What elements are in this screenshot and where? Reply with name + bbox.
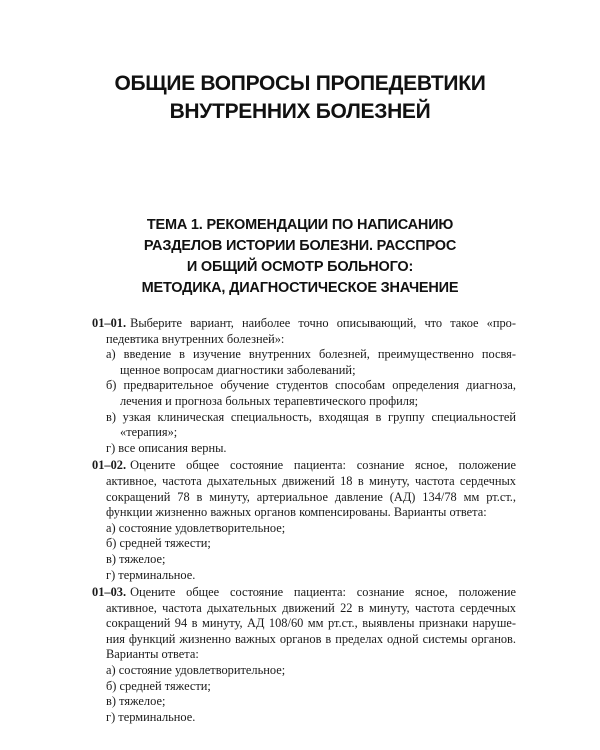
option-text: «терапия»; — [120, 425, 178, 440]
question-number: 01–03. — [92, 585, 127, 600]
option-text: б) средней тяжести; — [106, 536, 211, 551]
topic-title — [90, 215, 510, 299]
question-text: Оцените общее состояние пациента: сознание ясное, положение — [130, 458, 516, 473]
question-text-line — [92, 585, 516, 601]
option-text: г) терминальное. — [106, 709, 196, 724]
option-text: г) терминальное. — [106, 567, 196, 582]
answer-option — [92, 521, 516, 537]
chapter-title-line: ОБЩИЕ ВОПРОСЫ ПРОПЕДЕВТИКИ — [114, 72, 486, 95]
chapter-title — [60, 70, 540, 126]
answer-option — [92, 378, 516, 409]
question-text: Выберите вариант, наиболее точно описывающий, что такое «про- — [130, 316, 516, 330]
option-text: лечения и прогноза больных терапевтического профиля; — [120, 393, 419, 408]
answer-option — [92, 410, 516, 441]
topic-title-line: И ОБЩИЙ ОСМОТР БОЛЬНОГО: — [186, 259, 414, 275]
answer-option — [92, 568, 516, 584]
option-text: щенное вопросам диагностики заболеваний; — [120, 362, 356, 377]
question-text-line: активное, частота дыхательных движений 22 в минуту, частота сердечных — [106, 600, 516, 615]
question-text-line: сокращений 94 в минуту, АД 108/60 мм рт.ст., выявлены признаки наруше- — [106, 616, 516, 631]
question-text-line: Варианты ответа: — [106, 647, 199, 662]
answer-options — [92, 521, 516, 583]
option-text: в) узкая клиническая специальность, входящая в группу специальностей — [106, 409, 516, 424]
answer-option — [92, 552, 516, 568]
question-01-03 — [92, 585, 516, 725]
answer-option — [92, 663, 516, 679]
question-01-02 — [92, 458, 516, 583]
option-text: а) введение в изучение внутренних болезней, преимущественно посвя- — [106, 347, 516, 362]
question-number: 01–02. — [92, 458, 127, 473]
questions-list — [92, 316, 516, 727]
question-text-line — [92, 316, 516, 332]
topic-title-line: МЕТОДИКА, ДИАГНОСТИЧЕСКОЕ ЗНАЧЕНИЕ — [141, 280, 459, 296]
option-text: в) тяжелое; — [106, 694, 166, 709]
answer-option — [92, 694, 516, 710]
question-number: 01–01. — [92, 316, 127, 330]
option-text: а) состояние удовлетворительное; — [106, 663, 286, 678]
topic-title-line: РАЗДЕЛОВ ИСТОРИИ БОЛЕЗНИ. РАССПРОС — [143, 238, 457, 254]
chapter-title-line: ВНУТРЕННИХ БОЛЕЗНЕЙ — [169, 100, 431, 123]
option-text: а) состояние удовлетворительное; — [106, 520, 286, 535]
question-text-line: функции жизненно важных органов компенсированы. Варианты ответа: — [106, 505, 487, 520]
question-text: Оцените общее состояние пациента: сознание ясное, положение — [130, 585, 516, 600]
question-text-line: активное, частота дыхательных движений 18 в минуту, частота сердечных — [106, 473, 516, 488]
answer-option — [92, 710, 516, 726]
question-01-01 — [92, 316, 516, 456]
answer-options — [92, 663, 516, 725]
option-text: г) все описания верны. — [106, 440, 227, 455]
question-text-line: ния функций жизненно важных органов в пределах одной системы органов. — [106, 631, 516, 646]
answer-options — [92, 347, 516, 456]
answer-option — [92, 536, 516, 552]
question-text-line: педевтика внутренних болезней»: — [106, 331, 285, 346]
topic-title-line: ТЕМА 1. РЕКОМЕНДАЦИИ ПО НАПИСАНИЮ — [146, 217, 454, 233]
option-text: б) предварительное обучение студентов способам определения диагноза, — [106, 378, 516, 393]
answer-option — [92, 679, 516, 695]
question-text-line — [92, 458, 516, 474]
question-text-line: сокращений 78 в минуту, артериальное давление (АД) 134/78 мм рт.ст., — [106, 489, 516, 504]
answer-option — [92, 441, 516, 457]
answer-option — [92, 347, 516, 378]
option-text: б) средней тяжести; — [106, 678, 211, 693]
option-text: в) тяжелое; — [106, 551, 166, 566]
